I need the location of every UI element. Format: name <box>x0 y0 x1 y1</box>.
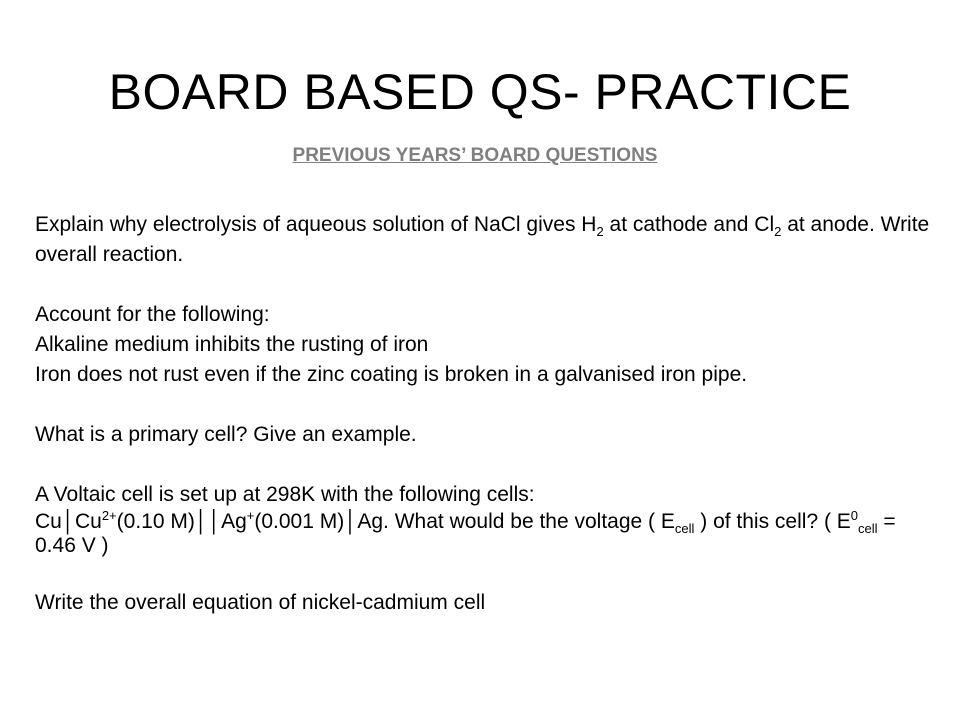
q4-text-2: (0.10 M)││Ag <box>116 510 247 533</box>
question-electrolysis <box>35 210 935 270</box>
question-galvanised: Iron does not rust even if the zinc coating is broken in a galvanised iron pipe. <box>35 363 748 386</box>
q1-text-c: at anode. Write overall reaction. <box>35 213 930 266</box>
q4-sup-2: + <box>246 508 255 523</box>
question-alkaline: Alkaline medium inhibits the rusting of iron <box>35 333 429 356</box>
question-account-heading: Account for the following: <box>35 303 270 326</box>
q1-sub-b: 2 <box>774 224 782 240</box>
q1-text-b: at cathode and Cl <box>603 213 775 236</box>
question-nicad: Write the overall equation of nickel-cadmium cell <box>35 591 486 614</box>
question-primary-cell: What is a primary cell? Give an example. <box>35 423 417 446</box>
q1-text-a: Explain why electrolysis of aqueous solution of NaCl gives H <box>35 213 597 236</box>
q4-sub-4: cell <box>858 521 878 537</box>
question-voltaic-cell <box>35 510 935 558</box>
q4-text-3: (0.001 M)│Ag. What would be the voltage ( E <box>254 510 675 533</box>
q4-text-1: Cu│Cu <box>35 510 102 533</box>
slide-subtitle: PREVIOUS YEARS’ BOARD QUESTIONS <box>292 145 658 166</box>
slide-body <box>35 210 935 618</box>
q1-sub-a: 2 <box>596 224 604 240</box>
q4-text-4: ) of this cell? ( E <box>694 510 851 533</box>
question-voltaic-intro: A Voltaic cell is set up at 298K with the following cells: <box>35 483 535 506</box>
q4-sub-3: cell <box>674 521 695 537</box>
q4-sup-1: 2+ <box>101 508 117 523</box>
q4-sup-4: 0 <box>850 508 859 523</box>
slide-title: BOARD BASED QS- PRACTICE <box>108 64 852 120</box>
q4-text-5: = 0.46 V ) <box>35 510 896 557</box>
